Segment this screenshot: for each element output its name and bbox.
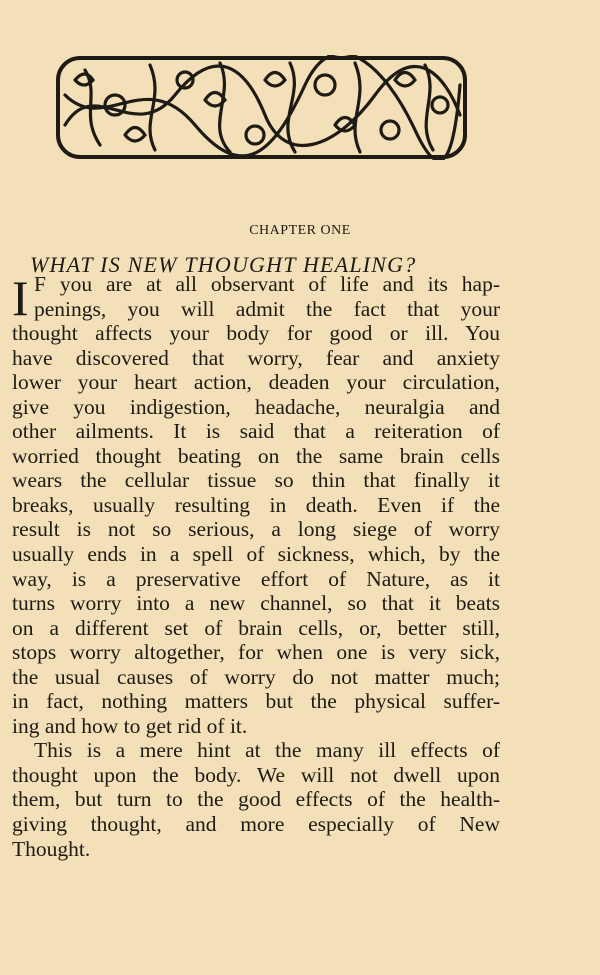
text-line: thought upon the body. We will not dwell upon [12, 762, 500, 787]
text-line: way, is a preservative effort of Nature, as it [12, 566, 500, 591]
text-line: ing and how to get rid of it. [12, 713, 248, 738]
text-line: F you are at all observant of life and its hap- [34, 272, 500, 296]
text-line: other ailments. It is said that a reiteration of [12, 419, 500, 444]
text-line: This is a mere hint at the many ill effects of [34, 738, 500, 763]
text-line: on a different set of brain cells, or, better still, [12, 615, 500, 640]
text-line: giving thought, and more especially of New [12, 812, 500, 837]
text-line: breaks, usually resulting in death. Even if the [12, 492, 500, 517]
text-line: have discovered that worry, fear and anxiety [12, 345, 500, 370]
text-line: the usual causes of worry do not matter much; [12, 664, 500, 689]
text-line: result is not so serious, a long siege of worry [12, 517, 500, 542]
body-text [12, 272, 500, 861]
text-line: penings, you will admit the fact that your [34, 296, 500, 321]
text-line: worried thought beating on the same brain cells [12, 443, 500, 468]
text-line: give you indigestion, headache, neuralgia and [12, 394, 500, 419]
text-line: turns worry into a new channel, so that it beats [12, 591, 500, 616]
chapter-title: WHAT IS NEW THOUGHT HEALING? [30, 252, 417, 277]
drop-cap: I [12, 270, 29, 326]
text-line: Thought. [12, 836, 91, 861]
text-line: usually ends in a spell of sickness, which, by the [12, 542, 500, 567]
text-line: them, but turn to the good effects of the health- [12, 787, 500, 812]
text-line: in fact, nothing matters but the physical suffer- [12, 689, 500, 714]
text-line: wears the cellular tissue so thin that finally it [12, 468, 500, 493]
text-line: stops worry altogether, for when one is very sick, [12, 640, 500, 665]
decorative-headpiece-ornament [55, 55, 468, 160]
text-line: thought affects your body for good or ill. You [12, 321, 500, 346]
text-line: lower your heart action, deaden your circulation, [12, 370, 500, 395]
chapter-label: CHAPTER ONE [249, 223, 351, 238]
